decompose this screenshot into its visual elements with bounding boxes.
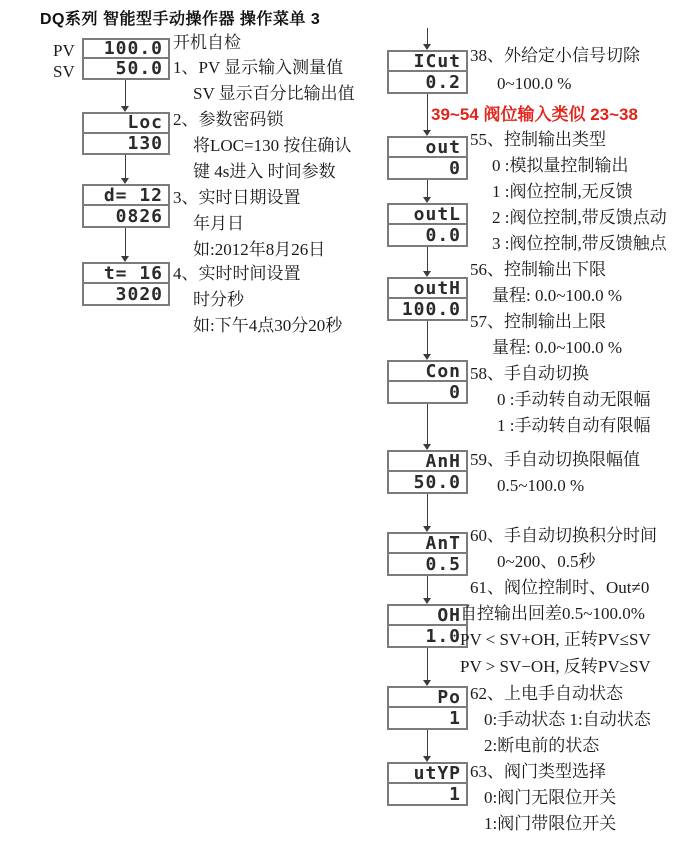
note-line: 2、参数密码锁 [173, 110, 284, 129]
note-line: 3 :阀位控制,带反馈触点 [492, 234, 667, 253]
display-box-pv-sv [82, 38, 170, 80]
display-param-value: 0.2 [425, 71, 461, 93]
display-param-name: Con [389, 362, 466, 382]
note-line: 4、实时时间设置 [173, 264, 301, 283]
display-param-name: OH [389, 606, 466, 626]
note-line: SV 显示百分比输出值 [193, 84, 355, 103]
display-box-con [387, 360, 468, 404]
note-line: 0.5~100.0 % [497, 476, 585, 495]
note-line: 57、控制输出上限 [470, 312, 606, 331]
note-line: 0:阀门无限位开关 [484, 788, 617, 807]
flow-arrow [121, 228, 130, 262]
flow-arrow [423, 247, 432, 277]
display-box-po [387, 686, 468, 730]
note-line: 年月日 [193, 214, 244, 233]
display-param-value: 0.5 [425, 553, 461, 575]
display-param-value: 1.0 [425, 625, 461, 647]
display-param-value: 0 [449, 157, 461, 179]
note-line: 1 :手动转自动有限幅 [497, 416, 651, 435]
flow-arrow [423, 404, 432, 450]
note-line: 将LOC=130 按住确认 [193, 136, 352, 155]
display-param-value: 1 [449, 707, 461, 729]
display-param-value: 1 [449, 783, 461, 805]
note-line: 0~200、0.5秒 [497, 552, 596, 571]
note-line: 0 :手动转自动无限幅 [497, 390, 651, 409]
display-param-name: d= 12 [84, 186, 168, 206]
display-param-name: utYP [389, 764, 466, 784]
display-param-value: 0 [449, 381, 461, 403]
note-line: 2 :阀位控制,带反馈点动 [492, 208, 667, 227]
note-line: PV < SV+OH, 正转PV≤SV [460, 630, 651, 649]
note-line: 61、阀位控制时、Out≠0 [470, 578, 650, 597]
note-line: 38、外给定小信号切除 [470, 46, 640, 65]
flow-arrow [423, 180, 432, 203]
note-line: 自控输出回差0.5~100.0% [460, 604, 645, 623]
display-box-time [82, 262, 170, 306]
sv-label: SV [53, 62, 75, 81]
note-line: 55、控制输出类型 [470, 130, 606, 149]
note-line: 量程: 0.0~100.0 % [492, 338, 623, 357]
display-param-name: AnH [389, 452, 466, 472]
display-box-outh [387, 277, 468, 321]
note-line: 2:断电前的状态 [484, 736, 600, 755]
display-pv-value: 100.0 [84, 40, 168, 59]
note-line: 开机自检 [173, 33, 241, 52]
display-box-outl [387, 203, 468, 247]
display-param-name: AnT [389, 534, 466, 554]
display-param-value: 50.0 [413, 471, 461, 493]
note-line: 58、手自动切换 [470, 364, 589, 383]
flow-arrow [423, 730, 432, 762]
note-line: 63、阀门类型选择 [470, 762, 606, 781]
flow-arrow [423, 28, 432, 50]
note-line: 如:下午4点30分20秒 [193, 316, 343, 335]
note-line: 56、控制输出下限 [470, 260, 606, 279]
display-box-ant [387, 532, 468, 576]
display-param-value: 130 [127, 132, 163, 154]
note-line: 键 4s进入 时间参数 [193, 162, 336, 181]
display-param-name: outL [389, 205, 466, 225]
note-line: 量程: 0.0~100.0 % [492, 286, 623, 305]
note-line: 0 :模拟量控制输出 [492, 156, 629, 175]
display-param-value: 3020 [115, 283, 163, 305]
display-sv-value: 50.0 [115, 58, 163, 79]
display-param-name: ICut [389, 52, 466, 72]
pv-label: PV [53, 41, 75, 60]
flow-arrow [121, 155, 130, 184]
note-line: PV > SV−OH, 反转PV≥SV [460, 657, 651, 676]
display-box-anh [387, 450, 468, 494]
display-box-oh [387, 604, 468, 648]
flow-arrow [423, 321, 432, 360]
note-line: 时分秒 [193, 290, 244, 309]
display-param-name: Loc [84, 114, 168, 134]
note-line: 0:手动状态 1:自动状态 [484, 710, 651, 729]
flow-arrow [423, 648, 432, 686]
display-param-value: 100.0 [401, 298, 461, 320]
display-param-value: 0.0 [425, 224, 461, 246]
display-box-loc [82, 112, 170, 155]
display-param-name: outH [389, 279, 466, 299]
display-box-date [82, 184, 170, 228]
valve-range-note: 39~54 阀位输入类似 23~38 [431, 105, 638, 124]
flow-arrow [423, 494, 432, 532]
note-line: 3、实时日期设置 [173, 188, 301, 207]
flow-arrow [423, 576, 432, 604]
display-box-icut [387, 50, 468, 94]
note-line: 1、PV 显示输入测量值 [173, 58, 344, 77]
display-param-name: Po [389, 688, 466, 708]
note-line: 0~100.0 % [497, 74, 572, 93]
note-line: 1 :阀位控制,无反馈 [492, 182, 633, 201]
flow-arrow [121, 80, 130, 112]
page-title: DQ系列 智能型手动操作器 操作菜单 3 [40, 11, 321, 28]
note-line: 如:2012年8月26日 [193, 240, 326, 259]
display-param-value: 0826 [115, 205, 163, 227]
note-line: 60、手自动切换积分时间 [470, 526, 657, 545]
display-param-name: t= 16 [84, 264, 168, 284]
note-line: 1:阀门带限位开关 [484, 814, 617, 833]
note-line: 59、手自动切换限幅值 [470, 450, 640, 469]
display-box-out [387, 136, 468, 180]
display-param-name: out [389, 138, 466, 158]
note-line: 62、上电手自动状态 [470, 684, 623, 703]
display-box-utyp [387, 762, 468, 806]
